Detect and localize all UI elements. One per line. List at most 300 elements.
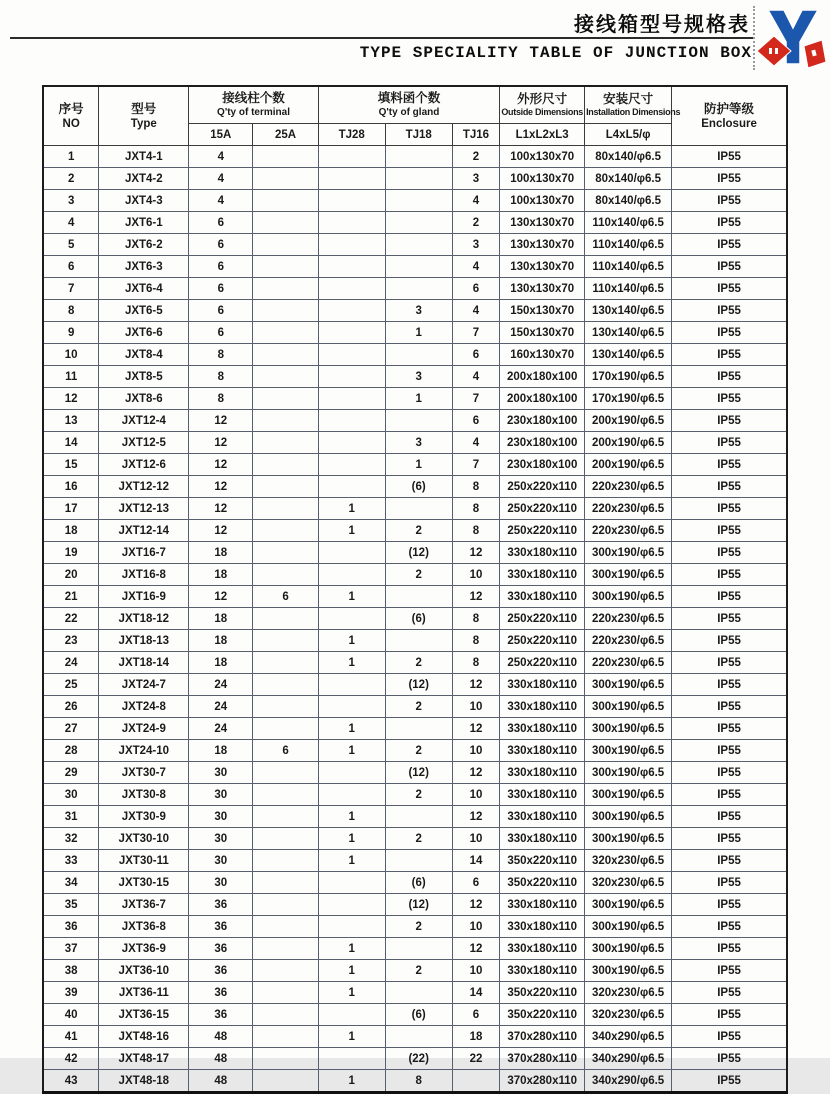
cell-no: 2: [43, 168, 99, 190]
cell-outside-dimensions: 370x280x110: [500, 1070, 585, 1093]
cell-no: 21: [43, 586, 99, 608]
cell-installation-dimensions: 80x140/φ6.5: [585, 168, 672, 190]
cell-no: 17: [43, 498, 99, 520]
table-row: [43, 278, 787, 300]
cell-tj18: 2: [385, 784, 452, 806]
cell-tj28: [318, 168, 385, 190]
cell-tj18: 3: [385, 432, 452, 454]
cell-no: 15: [43, 454, 99, 476]
cell-25a: [253, 982, 318, 1004]
cell-15a: 24: [189, 718, 253, 740]
cell-15a: 18: [189, 542, 253, 564]
cell-tj18: [385, 190, 452, 212]
cell-15a: 48: [189, 1026, 253, 1048]
cell-outside-dimensions: 230x180x100: [500, 410, 585, 432]
cell-type: JXT6-6: [99, 322, 189, 344]
cell-tj18: 8: [385, 1070, 452, 1093]
cell-no: 28: [43, 740, 99, 762]
cell-outside-dimensions: 350x220x110: [500, 982, 585, 1004]
cell-outside-dimensions: 330x180x110: [500, 542, 585, 564]
cell-installation-dimensions: 220x230/φ6.5: [585, 652, 672, 674]
cell-enclosure: IP55: [672, 388, 787, 410]
cell-type: JXT6-5: [99, 300, 189, 322]
cell-tj18: 3: [385, 300, 452, 322]
cell-tj18: 2: [385, 828, 452, 850]
cell-25a: [253, 916, 318, 938]
cell-no: 33: [43, 850, 99, 872]
cell-tj18: (6): [385, 872, 452, 894]
cell-15a: 36: [189, 1004, 253, 1026]
cell-25a: [253, 542, 318, 564]
table-row: [43, 762, 787, 784]
cell-enclosure: IP55: [672, 608, 787, 630]
cell-enclosure: IP55: [672, 674, 787, 696]
cell-installation-dimensions: 300x190/φ6.5: [585, 718, 672, 740]
header-tj28: TJ28: [318, 124, 385, 146]
cell-type: JXT36-11: [99, 982, 189, 1004]
cell-enclosure: IP55: [672, 542, 787, 564]
table-row: [43, 718, 787, 740]
cell-outside-dimensions: 130x130x70: [500, 234, 585, 256]
cell-15a: 6: [189, 278, 253, 300]
cell-type: JXT6-3: [99, 256, 189, 278]
cell-installation-dimensions: 220x230/φ6.5: [585, 498, 672, 520]
cell-15a: 12: [189, 498, 253, 520]
cell-no: 9: [43, 322, 99, 344]
cell-outside-dimensions: 200x180x100: [500, 388, 585, 410]
cell-outside-dimensions: 330x180x110: [500, 938, 585, 960]
table-row: [43, 740, 787, 762]
cell-tj16: 7: [452, 454, 500, 476]
cell-15a: 36: [189, 938, 253, 960]
cell-tj18: (12): [385, 674, 452, 696]
logo-separator-dotted-line: [753, 6, 755, 70]
cell-no: 29: [43, 762, 99, 784]
cell-enclosure: IP55: [672, 1048, 787, 1070]
cell-installation-dimensions: 220x230/φ6.5: [585, 630, 672, 652]
cell-15a: 18: [189, 652, 253, 674]
cell-tj28: [318, 300, 385, 322]
table-row: [43, 476, 787, 498]
cell-no: 43: [43, 1070, 99, 1093]
cell-15a: 12: [189, 410, 253, 432]
cell-no: 7: [43, 278, 99, 300]
header-outside-en: Outside Dimensions: [501, 107, 583, 118]
cell-installation-dimensions: 110x140/φ6.5: [585, 256, 672, 278]
cell-no: 25: [43, 674, 99, 696]
table-row: [43, 630, 787, 652]
cell-tj28: 1: [318, 740, 385, 762]
cell-15a: 36: [189, 894, 253, 916]
cell-25a: [253, 828, 318, 850]
cell-type: JXT8-4: [99, 344, 189, 366]
cell-25a: [253, 630, 318, 652]
cell-15a: 36: [189, 982, 253, 1004]
cell-25a: [253, 344, 318, 366]
cell-outside-dimensions: 330x180x110: [500, 718, 585, 740]
cell-tj28: [318, 344, 385, 366]
cell-25a: [253, 256, 318, 278]
cell-installation-dimensions: 300x190/φ6.5: [585, 828, 672, 850]
cell-installation-dimensions: 80x140/φ6.5: [585, 190, 672, 212]
cell-enclosure: IP55: [672, 322, 787, 344]
table-row: [43, 146, 787, 168]
cell-tj16: 12: [452, 674, 500, 696]
cell-outside-dimensions: 330x180x110: [500, 916, 585, 938]
cell-outside-dimensions: 150x130x70: [500, 322, 585, 344]
cell-installation-dimensions: 80x140/φ6.5: [585, 146, 672, 168]
cell-tj16: 3: [452, 234, 500, 256]
header-type-cn: 型号: [131, 102, 157, 117]
cell-outside-dimensions: 100x130x70: [500, 190, 585, 212]
cell-outside-dimensions: 350x220x110: [500, 850, 585, 872]
cell-enclosure: IP55: [672, 916, 787, 938]
cell-outside-dimensions: 330x180x110: [500, 740, 585, 762]
title-divider: [10, 37, 755, 39]
cell-enclosure: IP55: [672, 718, 787, 740]
header-no: [43, 86, 99, 146]
cell-25a: [253, 498, 318, 520]
cell-15a: 24: [189, 674, 253, 696]
cell-installation-dimensions: 300x190/φ6.5: [585, 960, 672, 982]
header-l1l2l3: L1xL2xL3: [500, 124, 585, 146]
cell-installation-dimensions: 220x230/φ6.5: [585, 476, 672, 498]
cell-25a: [253, 894, 318, 916]
cell-tj16: 4: [452, 256, 500, 278]
cell-installation-dimensions: 320x230/φ6.5: [585, 872, 672, 894]
cell-installation-dimensions: 110x140/φ6.5: [585, 234, 672, 256]
header-tj18: TJ18: [385, 124, 452, 146]
cell-outside-dimensions: 230x180x100: [500, 432, 585, 454]
cell-outside-dimensions: 330x180x110: [500, 696, 585, 718]
cell-25a: [253, 432, 318, 454]
cell-outside-dimensions: 160x130x70: [500, 344, 585, 366]
cell-outside-dimensions: 250x220x110: [500, 520, 585, 542]
cell-enclosure: IP55: [672, 234, 787, 256]
cell-tj28: [318, 696, 385, 718]
cell-type: JXT4-1: [99, 146, 189, 168]
cell-no: 1: [43, 146, 99, 168]
cell-15a: 36: [189, 916, 253, 938]
cell-tj28: [318, 212, 385, 234]
cell-type: JXT12-4: [99, 410, 189, 432]
cell-enclosure: IP55: [672, 564, 787, 586]
cell-type: JXT24-9: [99, 718, 189, 740]
cell-25a: [253, 454, 318, 476]
cell-tj28: [318, 542, 385, 564]
cell-no: 13: [43, 410, 99, 432]
header-enclosure-cn: 防护等级: [704, 102, 755, 117]
cell-tj18: [385, 1026, 452, 1048]
cell-tj28: [318, 234, 385, 256]
cell-outside-dimensions: 250x220x110: [500, 630, 585, 652]
cell-tj18: [385, 586, 452, 608]
cell-25a: [253, 652, 318, 674]
cell-type: JXT30-11: [99, 850, 189, 872]
cell-tj28: [318, 608, 385, 630]
cell-tj16: 10: [452, 916, 500, 938]
cell-outside-dimensions: 130x130x70: [500, 212, 585, 234]
table-row: [43, 960, 787, 982]
cell-15a: 30: [189, 850, 253, 872]
cell-type: JXT30-15: [99, 872, 189, 894]
cell-tj28: [318, 762, 385, 784]
table-row: [43, 916, 787, 938]
cell-enclosure: IP55: [672, 476, 787, 498]
cell-no: 18: [43, 520, 99, 542]
cell-tj16: 10: [452, 784, 500, 806]
page-title-chinese: 接线箱型号规格表: [574, 14, 750, 36]
cell-25a: [253, 608, 318, 630]
cell-enclosure: IP55: [672, 366, 787, 388]
cell-enclosure: IP55: [672, 520, 787, 542]
cell-tj16: 12: [452, 718, 500, 740]
cell-tj18: [385, 718, 452, 740]
cell-enclosure: IP55: [672, 938, 787, 960]
cell-25a: [253, 366, 318, 388]
header-enclosure: [672, 86, 787, 146]
cell-tj16: 22: [452, 1048, 500, 1070]
cell-tj16: 14: [452, 850, 500, 872]
cell-15a: 30: [189, 806, 253, 828]
cell-25a: [253, 960, 318, 982]
cell-tj16: 12: [452, 762, 500, 784]
cell-15a: 30: [189, 828, 253, 850]
table-row: [43, 982, 787, 1004]
cell-15a: 30: [189, 784, 253, 806]
cell-tj16: 8: [452, 652, 500, 674]
cell-outside-dimensions: 330x180x110: [500, 564, 585, 586]
cell-installation-dimensions: 110x140/φ6.5: [585, 212, 672, 234]
table-body: [43, 146, 787, 1093]
cell-15a: 18: [189, 740, 253, 762]
header-outside-cn: 外形尺寸: [517, 91, 568, 106]
cell-tj28: 1: [318, 1026, 385, 1048]
cell-tj28: 1: [318, 1070, 385, 1093]
cell-tj28: [318, 916, 385, 938]
cell-15a: 12: [189, 520, 253, 542]
cell-no: 27: [43, 718, 99, 740]
cell-tj18: 2: [385, 916, 452, 938]
cell-enclosure: IP55: [672, 168, 787, 190]
cell-type: JXT12-14: [99, 520, 189, 542]
cell-tj16: 12: [452, 806, 500, 828]
cell-tj28: 1: [318, 982, 385, 1004]
cell-tj28: [318, 872, 385, 894]
table-row: [43, 542, 787, 564]
cell-installation-dimensions: 130x140/φ6.5: [585, 300, 672, 322]
cell-no: 30: [43, 784, 99, 806]
cell-tj16: 12: [452, 542, 500, 564]
cell-enclosure: IP55: [672, 960, 787, 982]
cell-tj28: [318, 366, 385, 388]
cell-outside-dimensions: 100x130x70: [500, 146, 585, 168]
header-terminal-group-en: Q'ty of terminal: [217, 106, 290, 118]
cell-type: JXT18-14: [99, 652, 189, 674]
cell-installation-dimensions: 320x230/φ6.5: [585, 850, 672, 872]
cell-15a: 8: [189, 366, 253, 388]
cell-installation-dimensions: 300x190/φ6.5: [585, 674, 672, 696]
header-type: [99, 86, 189, 146]
cell-enclosure: IP55: [672, 190, 787, 212]
cell-no: 5: [43, 234, 99, 256]
cell-enclosure: IP55: [672, 1004, 787, 1026]
cell-installation-dimensions: 300x190/φ6.5: [585, 740, 672, 762]
cell-tj16: 2: [452, 146, 500, 168]
table-row: [43, 784, 787, 806]
cell-tj28: [318, 322, 385, 344]
cell-tj16: 6: [452, 344, 500, 366]
cell-tj28: [318, 146, 385, 168]
cell-tj28: 1: [318, 938, 385, 960]
cell-type: JXT12-13: [99, 498, 189, 520]
header-enclosure-en: Enclosure: [701, 117, 757, 130]
cell-tj16: 4: [452, 432, 500, 454]
cell-type: JXT48-16: [99, 1026, 189, 1048]
cell-15a: 18: [189, 564, 253, 586]
cell-enclosure: IP55: [672, 1026, 787, 1048]
cell-15a: 8: [189, 388, 253, 410]
cell-tj28: 1: [318, 520, 385, 542]
cell-25a: [253, 300, 318, 322]
cell-25a: [253, 806, 318, 828]
cell-tj28: [318, 1048, 385, 1070]
cell-no: 37: [43, 938, 99, 960]
cell-no: 42: [43, 1048, 99, 1070]
header-terminal-group-cn: 接线柱个数: [222, 91, 285, 106]
table-row: [43, 300, 787, 322]
cell-no: 4: [43, 212, 99, 234]
brand-logo-icon: [760, 4, 826, 76]
page-title-english: TYPE SPECIALITY TABLE OF JUNCTION BOX: [359, 44, 752, 62]
table-row: [43, 850, 787, 872]
cell-15a: 12: [189, 454, 253, 476]
table-row: [43, 256, 787, 278]
cell-outside-dimensions: 370x280x110: [500, 1026, 585, 1048]
cell-tj18: (6): [385, 476, 452, 498]
table-row: [43, 212, 787, 234]
table-row: [43, 586, 787, 608]
header-outside-dimensions: [500, 86, 585, 124]
cell-type: JXT24-10: [99, 740, 189, 762]
header-15a: 15A: [189, 124, 253, 146]
header-25a: 25A: [253, 124, 318, 146]
cell-15a: 8: [189, 344, 253, 366]
table-row: [43, 454, 787, 476]
cell-type: JXT6-2: [99, 234, 189, 256]
cell-tj18: [385, 256, 452, 278]
cell-tj18: (12): [385, 542, 452, 564]
table-row: [43, 410, 787, 432]
cell-no: 10: [43, 344, 99, 366]
cell-15a: 30: [189, 762, 253, 784]
cell-tj28: 1: [318, 586, 385, 608]
cell-enclosure: IP55: [672, 850, 787, 872]
cell-tj16: 2: [452, 212, 500, 234]
cell-tj16: 8: [452, 608, 500, 630]
cell-no: 23: [43, 630, 99, 652]
cell-tj16: 6: [452, 278, 500, 300]
cell-25a: [253, 212, 318, 234]
cell-installation-dimensions: 340x290/φ6.5: [585, 1026, 672, 1048]
header-gland-group-en: Q'ty of gland: [378, 106, 440, 118]
cell-tj16: 18: [452, 1026, 500, 1048]
cell-type: JXT6-4: [99, 278, 189, 300]
cell-tj16: 8: [452, 476, 500, 498]
table-row: [43, 1004, 787, 1026]
cell-no: 22: [43, 608, 99, 630]
cell-installation-dimensions: 300x190/φ6.5: [585, 938, 672, 960]
cell-tj18: 3: [385, 366, 452, 388]
cell-outside-dimensions: 250x220x110: [500, 652, 585, 674]
cell-tj16: 10: [452, 696, 500, 718]
cell-tj16: 6: [452, 872, 500, 894]
cell-tj18: (6): [385, 1004, 452, 1026]
cell-installation-dimensions: 300x190/φ6.5: [585, 806, 672, 828]
cell-no: 19: [43, 542, 99, 564]
table-row: [43, 366, 787, 388]
table-row: [43, 806, 787, 828]
cell-tj18: [385, 498, 452, 520]
cell-no: 11: [43, 366, 99, 388]
cell-enclosure: IP55: [672, 586, 787, 608]
cell-installation-dimensions: 300x190/φ6.5: [585, 784, 672, 806]
header-terminal-group: [189, 86, 318, 124]
cell-tj18: (6): [385, 608, 452, 630]
cell-25a: [253, 1026, 318, 1048]
cell-outside-dimensions: 250x220x110: [500, 608, 585, 630]
cell-tj16: 8: [452, 520, 500, 542]
cell-installation-dimensions: 200x190/φ6.5: [585, 454, 672, 476]
cell-tj16: 12: [452, 938, 500, 960]
cell-15a: 12: [189, 476, 253, 498]
cell-25a: [253, 322, 318, 344]
cell-tj28: [318, 784, 385, 806]
cell-25a: [253, 410, 318, 432]
header-no-en: NO: [62, 117, 80, 130]
cell-tj18: 1: [385, 454, 452, 476]
cell-no: 3: [43, 190, 99, 212]
cell-25a: [253, 278, 318, 300]
cell-no: 8: [43, 300, 99, 322]
cell-tj18: 1: [385, 388, 452, 410]
cell-15a: 36: [189, 960, 253, 982]
table-row: [43, 564, 787, 586]
cell-tj18: [385, 806, 452, 828]
cell-type: JXT48-18: [99, 1070, 189, 1093]
table-row: [43, 828, 787, 850]
cell-25a: [253, 872, 318, 894]
cell-25a: [253, 1048, 318, 1070]
cell-tj28: [318, 256, 385, 278]
cell-enclosure: IP55: [672, 740, 787, 762]
cell-installation-dimensions: 300x190/φ6.5: [585, 586, 672, 608]
table-row: [43, 1070, 787, 1093]
cell-installation-dimensions: 300x190/φ6.5: [585, 916, 672, 938]
cell-installation-dimensions: 300x190/φ6.5: [585, 564, 672, 586]
cell-tj18: [385, 146, 452, 168]
cell-type: JXT30-8: [99, 784, 189, 806]
cell-tj28: [318, 1004, 385, 1026]
cell-tj28: 1: [318, 498, 385, 520]
cell-type: JXT36-7: [99, 894, 189, 916]
cell-type: JXT4-2: [99, 168, 189, 190]
cell-tj16: 3: [452, 168, 500, 190]
table-row: [43, 608, 787, 630]
cell-25a: [253, 234, 318, 256]
cell-installation-dimensions: 220x230/φ6.5: [585, 520, 672, 542]
cell-no: 12: [43, 388, 99, 410]
